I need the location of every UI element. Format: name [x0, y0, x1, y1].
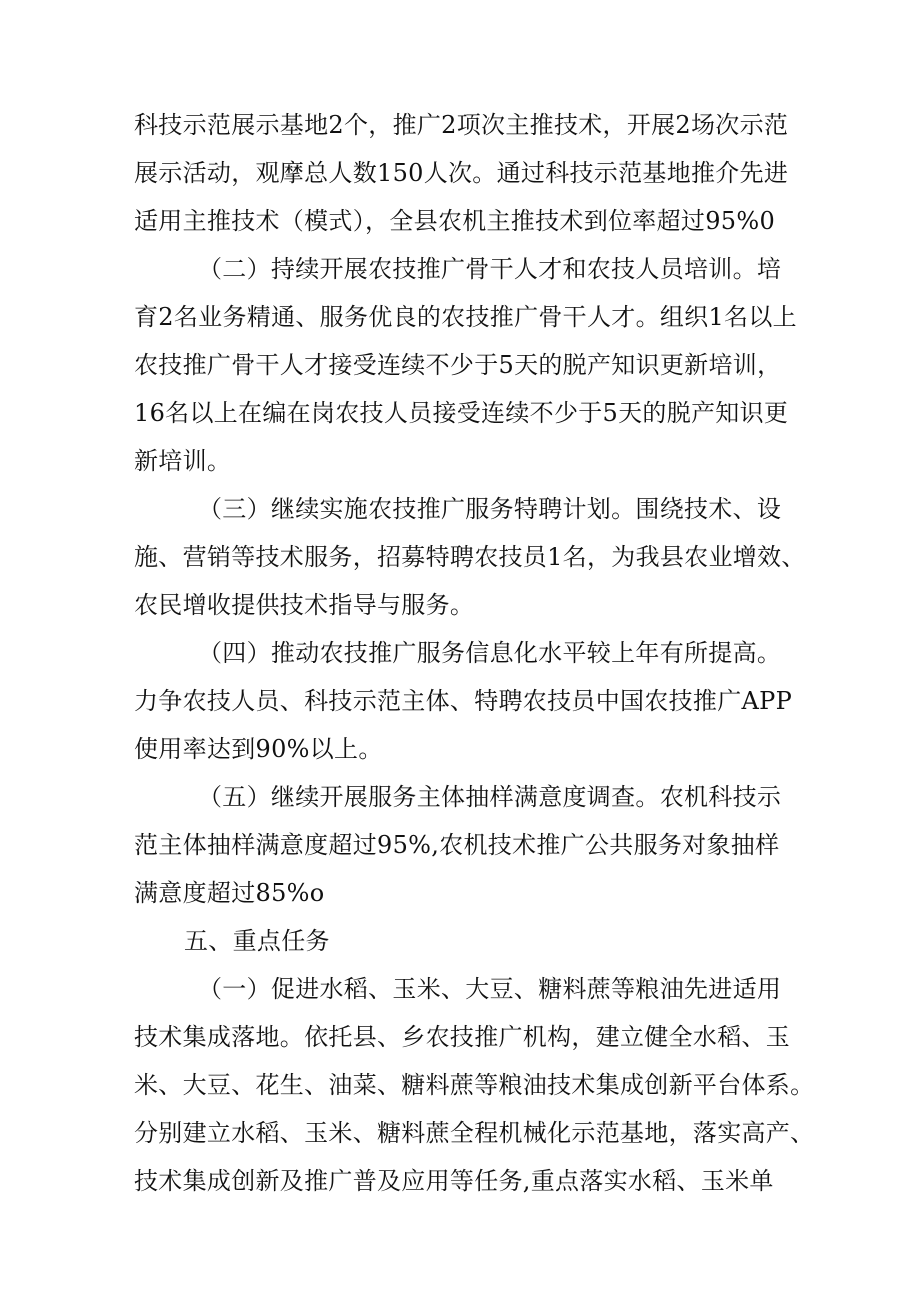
text-line: 米、大豆、花生、油菜、糖料蔗等粮油技术集成创新平台体系。	[134, 1071, 815, 1099]
text-line: 展示活动，观摩总人数150人次。通过科技示范基地推介先进	[134, 159, 789, 187]
paragraph-demo-base-continued	[134, 101, 794, 245]
paragraph-informatization	[134, 629, 794, 773]
text-line: 范主体抽样满意度超过95%,农机技术推广公共服务对象抽样	[134, 831, 780, 859]
text-line: 五、重点任务	[184, 927, 330, 955]
text-line: 分别建立水稻、玉米、糖料蔗全程机械化示范基地，落实高产、	[134, 1119, 815, 1147]
text-line: 力争农技人员、科技示范主体、特聘农技员中国农技推广APP	[134, 687, 793, 715]
section-heading-key-tasks	[134, 917, 794, 965]
text-line: （三）继续实施农技推广服务特聘计划。围绕技术、设	[198, 495, 782, 523]
text-line: 农技推广骨干人才接受连续不少于5天的脱产知识更新培训，	[134, 351, 782, 379]
text-line: 满意度超过85%o	[134, 879, 325, 907]
text-line: 技术集成创新及推广普及应用等任务,重点落实水稻、玉米单	[134, 1167, 774, 1195]
document-body	[134, 101, 815, 1205]
text-line: 科技示范展示基地2个，推广2项次主推技术，开展2场次示范	[134, 111, 789, 139]
text-line: 施、营销等技术服务，招募特聘农技员1名，为我县农业增效、	[134, 543, 806, 571]
text-line: 育2名业务精通、服务优良的农技推广骨干人才。组织1名以上	[134, 303, 797, 331]
text-line: 农民增收提供技术指导与服务。	[134, 591, 475, 619]
paragraph-grain-oil-technology	[134, 965, 815, 1205]
text-line: （二）持续开展农技推广骨干人才和农技人员培训。培	[198, 255, 782, 283]
text-line: （一）促进水稻、玉米、大豆、糖料蔗等粮油先进适用	[198, 975, 782, 1003]
text-line: （四）推动农技推广服务信息化水平较上年有所提高。	[198, 639, 782, 667]
text-line: 适用主推技术（模式），全县农机主推技术到位率超过95%0	[134, 207, 776, 235]
paragraph-satisfaction-survey	[134, 773, 794, 917]
paragraph-training	[134, 245, 797, 485]
text-line: 新培训。	[134, 447, 232, 475]
text-line: （五）继续开展服务主体抽样满意度调查。农机科技示	[198, 783, 782, 811]
text-line: 技术集成落地。依托县、乡农技推广机构，建立健全水稻、玉	[134, 1023, 791, 1051]
text-line: 使用率达到90%以上。	[134, 735, 383, 763]
text-line: 16名以上在编在岗农技人员接受连续不少于5天的脱产知识更	[134, 399, 789, 427]
paragraph-special-hiring	[134, 485, 806, 629]
